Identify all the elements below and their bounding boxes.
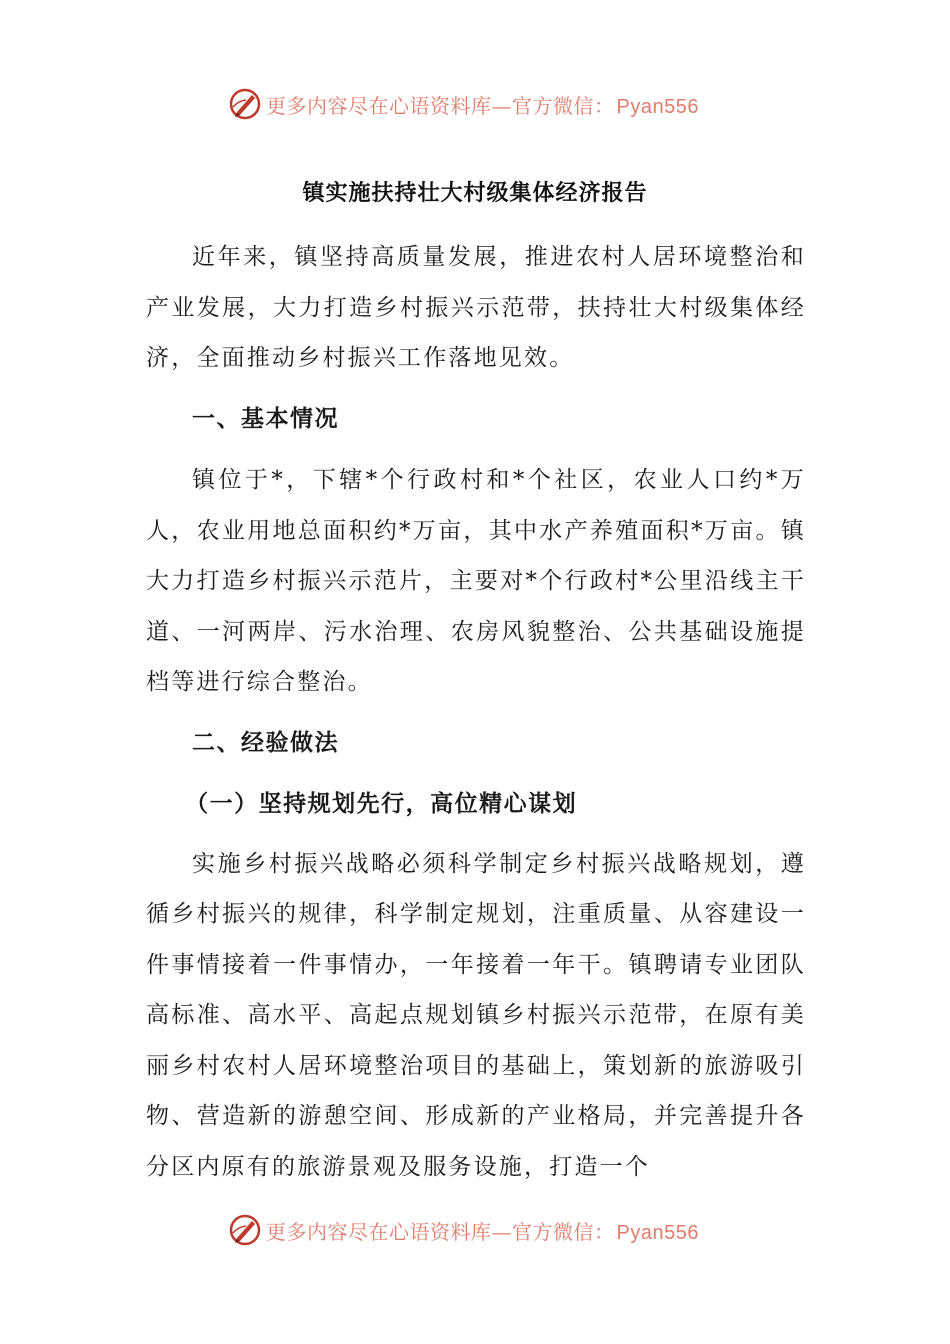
watermark-wechat-id: Pyan556 (616, 95, 699, 118)
document-body (146, 232, 806, 1192)
pen-logo-icon (228, 1213, 262, 1247)
watermark-text: 更多内容尽在心语资料库—官方微信： Pyan556 (266, 1219, 699, 1244)
section-heading-experience: 二、经验做法 (192, 729, 339, 756)
watermark-footer (228, 1210, 748, 1250)
watermark-wechat-id: Pyan556 (616, 1221, 699, 1244)
pen-logo-icon (228, 87, 262, 121)
document-title: 镇实施扶持壮大村级集体经济报告 (302, 181, 648, 206)
intro-paragraph: 近年来，镇坚持高质量发展，推进农村人居环境整治和产业发展，大力打造乡村振兴示范带，扶持壮大村级集体经济，全面推动乡村振兴工作落地见效。 (146, 244, 806, 371)
planning-paragraph: 实施乡村振兴战略必须科学制定乡村振兴战略规划，遵循乡村振兴的规律，科学制定规划，注重质量、从容建设一件事情接着一件事情办，一年接着一年干。镇聘请专业团队高标准、高水平、高起点规划镇乡村振兴示范带，在原有美丽乡村农村人居环境整治项目的基础上，策划新的旅游吸引物、营造新的游憩空间、形成新的产业格局，并完善提升各分区内原有的旅游景观及服务设施，打造一个 (146, 850, 806, 1180)
watermark-text: 更多内容尽在心语资料库—官方微信： Pyan556 (266, 93, 699, 118)
section-heading-basic: 一、基本情况 (192, 405, 339, 432)
basic-info-paragraph: 镇位于*，下辖*个行政村和*个社区，农业人口约*万人，农业用地总面积约*万亩，其中水产养殖面积*万亩。镇大力打造乡村振兴示范片，主要对*个行政村*公里沿线主干道、一河两岸、污水治理、农房风貌整治、公共基础设施提档等进行综合整治。 (146, 467, 806, 695)
subsection-heading-planning: （一）坚持规划先行，高位精心谋划 (185, 791, 578, 817)
watermark-header (228, 84, 748, 124)
